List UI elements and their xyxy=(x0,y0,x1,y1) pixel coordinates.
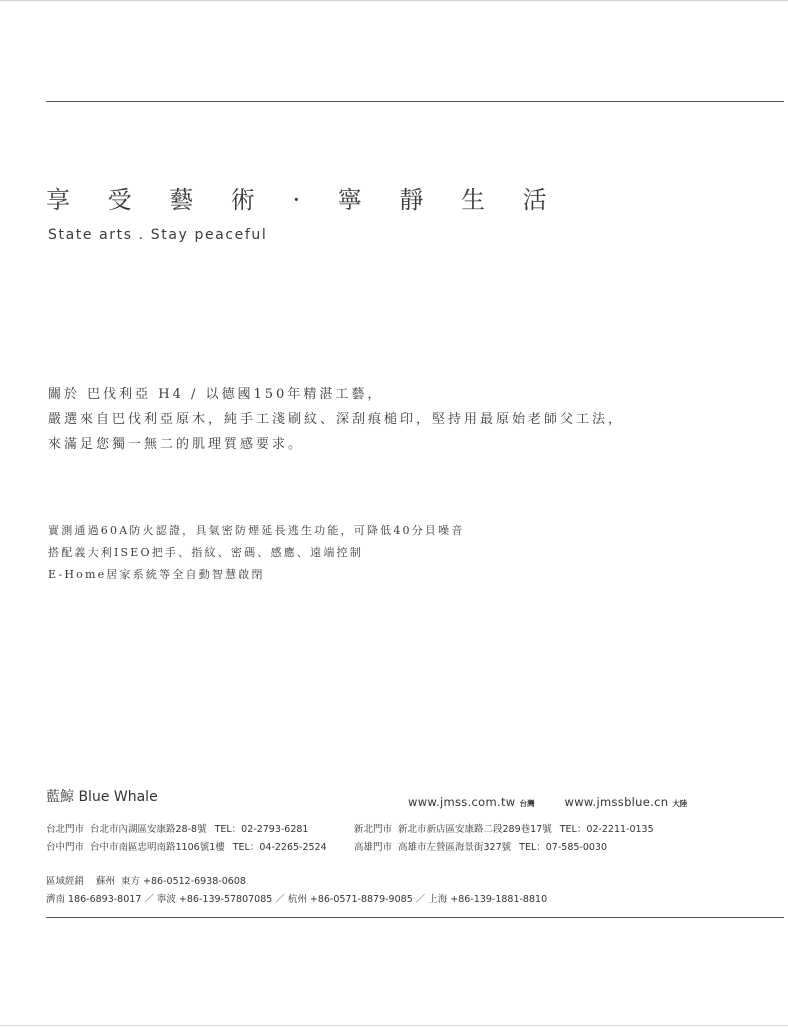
brand-name: 藍鯨 Blue Whale xyxy=(46,789,158,805)
store-taipei xyxy=(46,821,308,835)
distribution-contact: 東方 +86-0512-6938-0608 xyxy=(121,876,246,887)
bottom-divider xyxy=(46,917,784,918)
intro-line: 來滿足您獨一無二的肌理質感要求。 xyxy=(48,437,305,452)
store-address: 高雄市左營區海景街327號 xyxy=(398,842,512,853)
store-new-taipei xyxy=(354,821,654,835)
store-name: 高雄門市 xyxy=(354,842,393,853)
store-name: 新北門市 xyxy=(354,824,393,835)
top-divider xyxy=(46,101,784,102)
store-address: 新北市新店區安康路二段289巷17號 xyxy=(398,824,552,835)
feature-paragraph xyxy=(48,520,465,586)
distribution-contacts-line: 濟南 186-6893-8017 ／ 寧波 +86-139-57807085 ／ 杭州 +86-0571-8879-9085 ／ 上海 +86-139-1881-8810 xyxy=(46,894,548,905)
intro-line: 關於 巴伐利亞 H4 / 以德國150年精湛工藝， xyxy=(48,387,384,402)
page-top-border xyxy=(0,0,788,1)
store-tel: TEL：02-2211-0135 xyxy=(559,824,654,835)
store-name: 台中門市 xyxy=(46,842,85,853)
store-address: 台中市南區忠明南路1106號1樓 xyxy=(90,842,225,853)
subheadline: State arts . Stay peaceful xyxy=(48,227,268,243)
headline: 享 受 藝 術 · 寧 靜 生 活 xyxy=(46,186,562,214)
website-china-region: 大陸 xyxy=(672,799,688,808)
store-tel: TEL：04-2265-2524 xyxy=(232,842,327,853)
website-taiwan-link[interactable]: www.jmss.com.tw xyxy=(408,795,516,809)
store-address: 台北市內湖區安康路28-8號 xyxy=(90,824,207,835)
feature-line: E-Home居家系統等全自動智慧啟閉 xyxy=(48,568,265,581)
feature-line: 搭配義大利ISEO把手、指紋、密碼、感應、遠端控制 xyxy=(48,546,363,559)
intro-paragraph xyxy=(48,382,624,457)
website-taiwan-region: 台灣 xyxy=(519,799,535,808)
distribution-line xyxy=(46,873,246,887)
store-tel: TEL：07-585-0030 xyxy=(519,842,608,853)
intro-line: 嚴選來自巴伐利亞原木，純手工淺刷紋、深刮痕槌印，堅持用最原始老師父工法， xyxy=(48,412,625,427)
page-bottom-border xyxy=(0,1025,788,1026)
store-name: 台北門市 xyxy=(46,824,85,835)
distribution-label: 區域經銷 xyxy=(46,876,85,887)
store-kaohsiung xyxy=(354,839,607,853)
feature-line: 實測通過60A防火認證，具氣密防煙延長逃生功能，可降低40分貝噪音 xyxy=(48,524,465,537)
website-china-link[interactable]: www.jmssblue.cn xyxy=(564,795,669,809)
store-taichung xyxy=(46,839,327,853)
store-tel: TEL：02-2793-6281 xyxy=(214,824,309,835)
distribution-city: 蘇州 xyxy=(96,876,116,887)
website-links xyxy=(408,791,687,810)
